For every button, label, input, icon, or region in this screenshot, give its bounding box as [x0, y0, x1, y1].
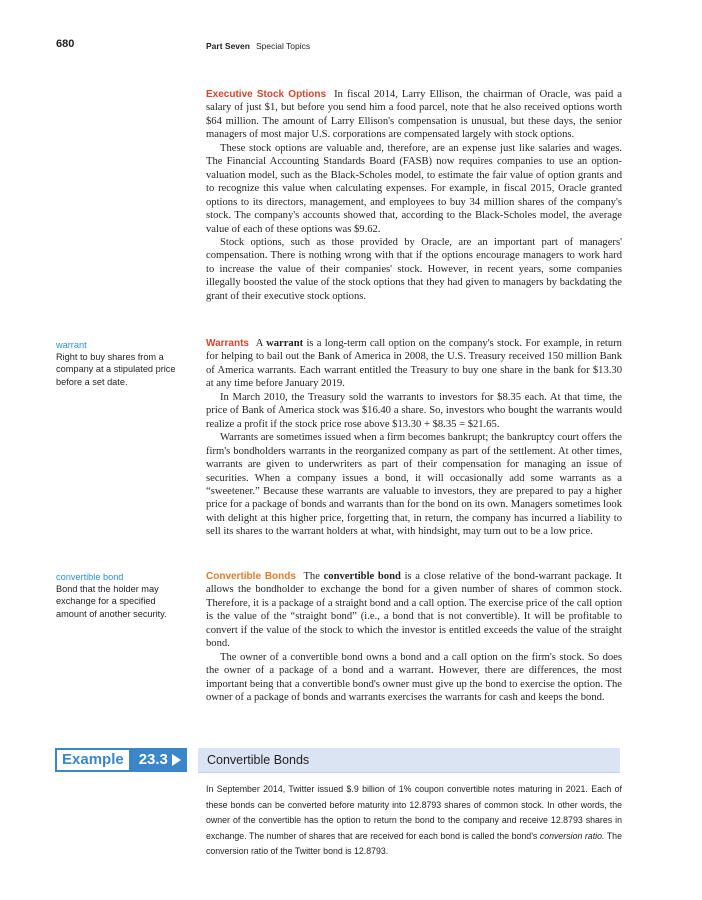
- paragraph: These stock options are valuable and, therefore, are an expense just like salaries and wages. The Financial Accounting Standards Board (FASB) now requires companies to use an option-valuation model, such as the Black-Scholes model, to estimate the fair value of option grants and to recognize this value when calculating expenses. For example, in fiscal 2015, Oracle granted options to its directors, management, and employees to buy 34 million shares of the company's stock. The company's accounts showed that, according to the Black-Scholes model, the average value of each of these options was $9.62.: [206, 142, 622, 235]
- margin-term: warrant: [56, 340, 87, 350]
- example-number-tab: [131, 748, 187, 772]
- paragraph: [206, 88, 622, 142]
- paragraph: [206, 570, 622, 651]
- paragraph: Warrants are sometimes issued when a firm becomes bankrupt; the bankruptcy court offers the firm's bondholders warrants in the reorganized company as part of the settlement. At other times, warrants are given to underwriters as part of their compensation for managing an issue of securities. When a company issues a bond, it will occasionally add some warrants as a “sweetener.” Because these warrants are valuable to investors, they are prepared to pay a higher price for a package of bonds and warrants than for the bond on its own. Managers sometimes look with delight at this higher price, forgetting that, in return, the company has incurred a liability to sell its shares to the warrant holders at what, with hindsight, may turn out to be a low price.: [206, 432, 622, 538]
- paragraph-text: The: [303, 571, 320, 582]
- paragraph: In March 2010, the Treasury sold the warrants to investors for $8.35 each. At that time, the price of Bank of America stock was $16.40 a share. So, investors who bought the warrants would realize a profit if the stock price rose above $13.30 + $8.35 = $21.65.: [206, 391, 622, 430]
- example-text-part: In September 2014, Twitter issued $.9 billion of 1% coupon convertible notes maturing in 2021. Each of these bonds can be converted before maturity into 12.8793 shares of common stock. In other words, the owner of the convertible has the option to return the bond to the company and receive 12.8793 shares in exchange. The number of shares that are received for each bond is called the bond's: [206, 784, 622, 841]
- section-heading: Convertible Bonds: [206, 571, 296, 582]
- margin-note-warrant: [56, 339, 182, 388]
- example-title: Convertible Bonds: [207, 753, 310, 767]
- section-heading: Warrants: [206, 338, 249, 349]
- margin-note-convertible-bond: [56, 571, 182, 620]
- running-head: [206, 41, 310, 51]
- section-convertible-bonds: [206, 570, 622, 705]
- paragraph-text: A: [255, 338, 263, 349]
- paragraph-text: is a close relative of the bond-warrant package. It allows the bondholder to exchange the bond for a given number of shares of common stock. Therefore, it is a package of a straight bond and a call option. The exercise price of the call option is the value of the “straight bond” (i.e., a bond that is not convertible). It will be profitable to convert if the value of the stock to which the investor is entitled exceeds the value of the straight bond.: [206, 571, 622, 650]
- section-heading: Executive Stock Options: [206, 89, 327, 100]
- paragraph: Stock options, such as those provided by Oracle, are an important part of managers' compensation. There is nothing wrong with that if the options encourage managers to work hard to increase the value of their companies' stock. However, in recent years, some companies illegally boosted the value of the stock options that they had given to managers by backdating the grant of their executive stock options.: [206, 236, 622, 302]
- page-number: 680: [56, 38, 75, 50]
- example-key-term: conversion ratio.: [539, 830, 605, 841]
- section-warrants: [206, 337, 622, 539]
- paragraph-text: In fiscal 2014, Larry Ellison, the chairman of Oracle, was paid a salary of just $1, but before you send him a food parcel, note that he also received options worth $64 million. The amount of Larry Ellison's compensation is unusual, but these days, the senior managers of most major U.S. corporations are compensated largely with stock options.: [206, 89, 622, 141]
- example-text: [206, 782, 622, 860]
- example-word: Example: [55, 748, 131, 772]
- section-label: Special Topics: [255, 41, 311, 51]
- margin-definition: Right to buy shares from a company at a stipulated price before a set date.: [56, 352, 176, 387]
- play-triangle-icon: [172, 754, 181, 766]
- paragraph: The owner of a convertible bond owns a bond and a call option on the firm's stock. So does the owner of a package of a bond and a warrant. However, there are differences, the most important being that a convertible bond's owner must give up the bond to exercise the option. The owner of a package of bonds and warrants exercises the warrants for cash and keeps the bond.: [206, 651, 622, 704]
- key-term: convertible bond: [323, 571, 401, 582]
- example-text-part: The conversion ratio of the Twitter bond is 12.8793.: [206, 830, 622, 857]
- margin-term: convertible bond: [56, 572, 124, 582]
- part-label: Part Seven: [206, 41, 250, 51]
- margin-definition: Bond that the holder may exchange for a specified amount of another security.: [56, 584, 167, 619]
- paragraph-text: is a long-term call option on the company's stock. For example, in return for helping to bail out the Bank of America in 2008, the U.S. Treasury received 150 million Bank of America warrants. Each warrant entitled the Treasury to buy one share in the bank for $13.30 at any time before January 2019.: [206, 338, 622, 390]
- example-number: 23.3: [138, 751, 168, 768]
- key-term: warrant: [266, 338, 304, 349]
- example-label: [55, 748, 187, 772]
- paragraph: [206, 337, 622, 391]
- section-executive-stock-options: [206, 88, 622, 303]
